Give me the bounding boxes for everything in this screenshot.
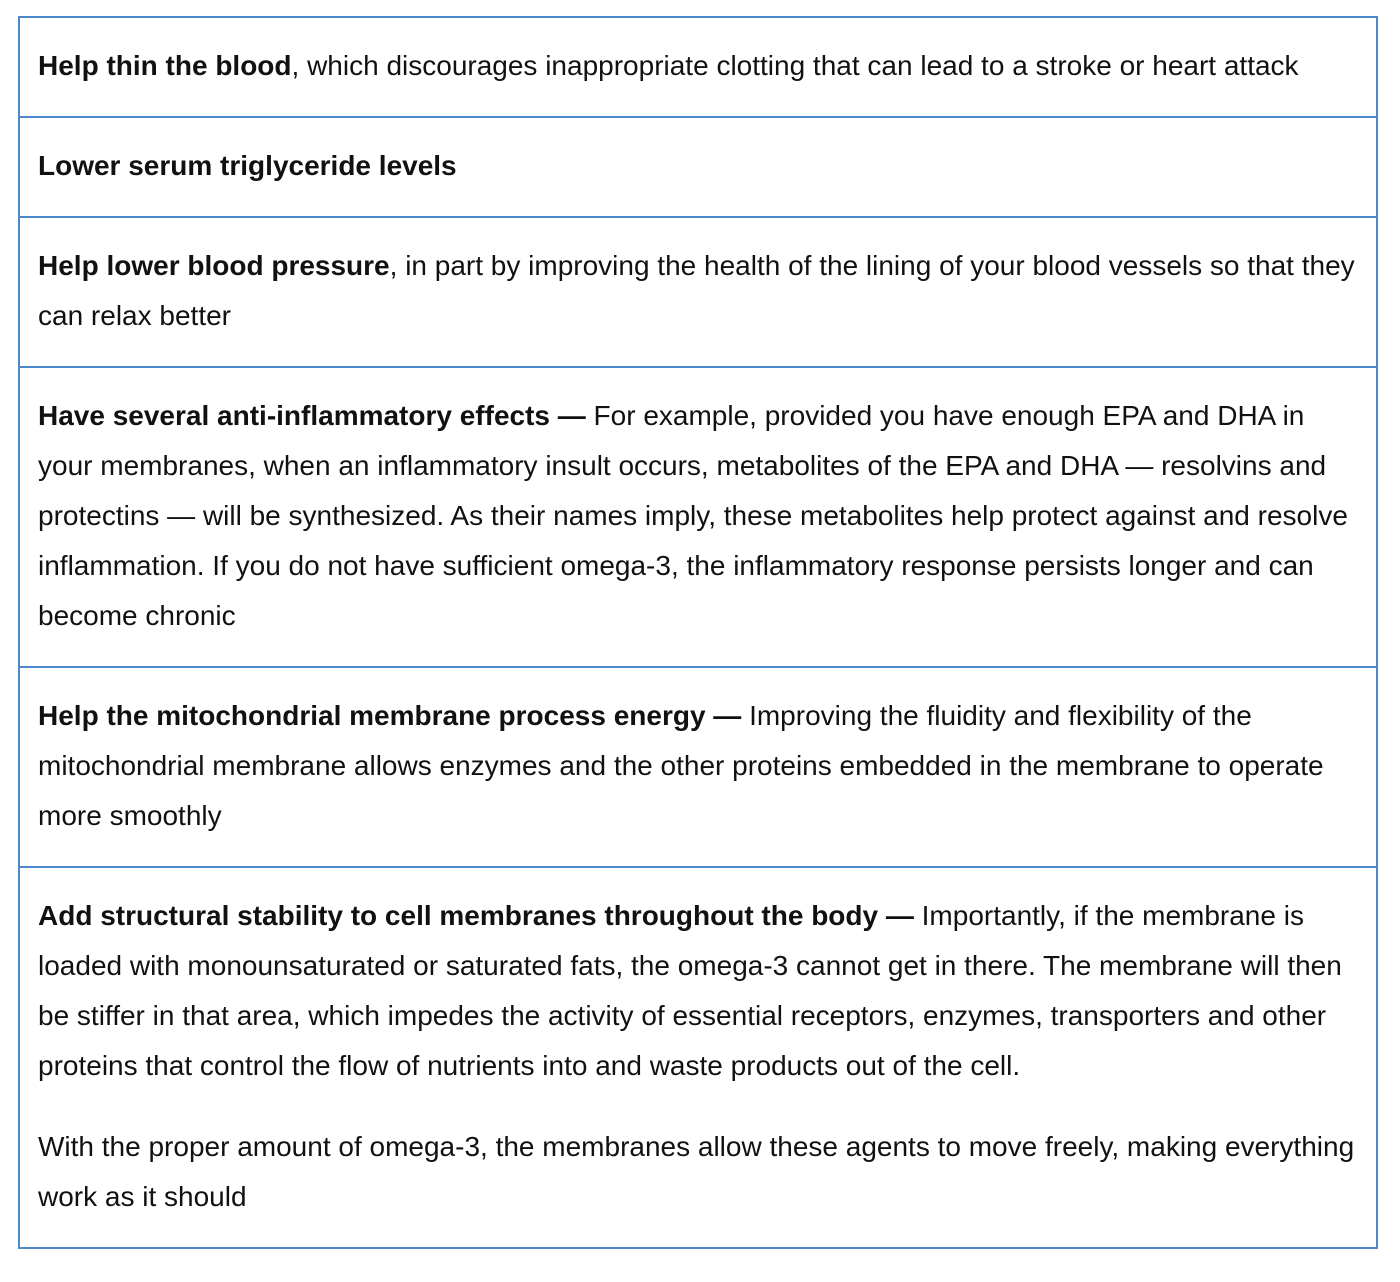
row-text: , in part by improving the health of the lining of your blood vessels so that they can relax better <box>38 250 1355 331</box>
table-row <box>20 118 1376 218</box>
row-heading: Help thin the blood <box>38 50 292 81</box>
row-text: For example, provided you have enough EPA and DHA in your membranes, when an inflammatory insult occurs, metabolites of the EPA and DHA — resolvins and protectins — will be synthesized. As their names imply, these metabolites help protect against and resolve inflammation. If you do not have sufficient omega-3, the inflammatory response persists longer and can become chronic <box>38 400 1348 631</box>
row-paragraph <box>38 141 1358 191</box>
row-paragraph <box>38 891 1358 1091</box>
row-text: , which discourages inappropriate clotting that can lead to a stroke or heart attack <box>291 50 1299 81</box>
row-heading: Help the mitochondrial membrane process energy — <box>38 700 742 731</box>
row-heading: Help lower blood pressure <box>38 250 390 281</box>
row-paragraph <box>38 241 1358 341</box>
row-text: Improving the fluidity and flexibility of the mitochondrial membrane allows enzymes and the other proteins embedded in the membrane to operate more smoothly <box>38 700 1324 831</box>
row-paragraph <box>38 1122 1358 1222</box>
row-paragraph <box>38 391 1358 641</box>
row-heading: Add structural stability to cell membranes throughout the body — <box>38 900 914 931</box>
table-row <box>20 368 1376 668</box>
row-text: With the proper amount of omega-3, the membranes allow these agents to move freely, making everything work as it should <box>38 1131 1355 1212</box>
row-paragraph <box>38 41 1358 91</box>
row-text: Importantly, if the membrane is loaded with monounsaturated or saturated fats, the omega-3 cannot get in there. The membrane will then be stiffer in that area, which impedes the activity of essential receptors, enzymes, transporters and other proteins that control the flow of nutrients into and waste products out of the cell. <box>38 900 1342 1081</box>
table-row <box>20 668 1376 868</box>
row-paragraph <box>38 691 1358 841</box>
row-heading: Have several anti-inflammatory effects — <box>38 400 586 431</box>
row-heading: Lower serum triglyceride levels <box>38 150 457 181</box>
table-row <box>20 18 1376 118</box>
table-row <box>20 868 1376 1249</box>
benefits-table <box>18 16 1378 1249</box>
table-row <box>20 218 1376 368</box>
